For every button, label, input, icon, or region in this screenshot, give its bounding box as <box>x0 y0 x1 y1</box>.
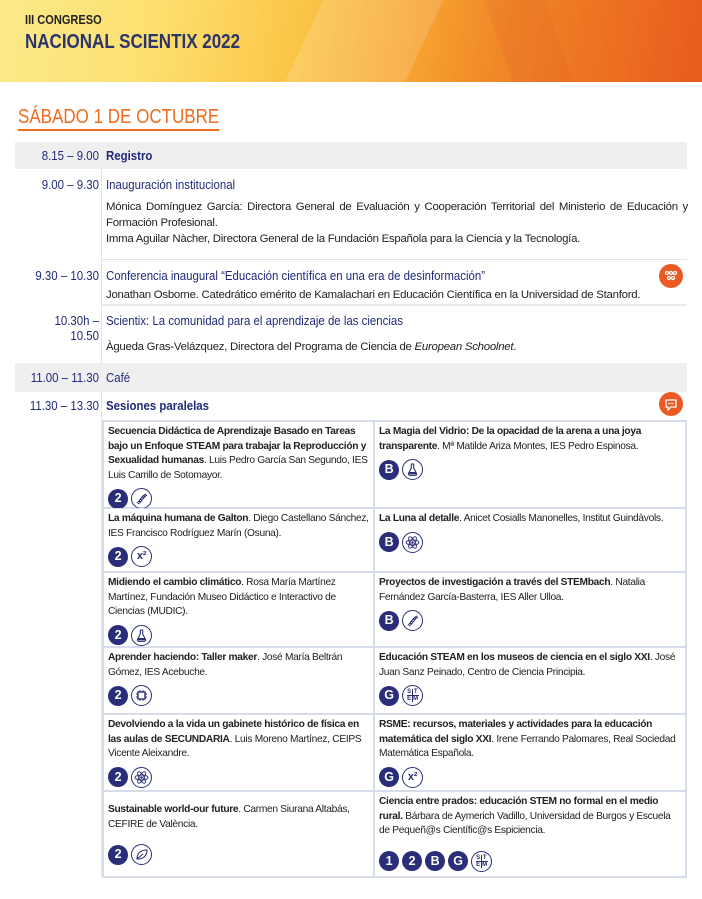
level-badge: G <box>379 767 399 787</box>
agenda-speaker <box>106 339 688 355</box>
session-text <box>108 803 369 832</box>
session-title: La máquina humana de Galton <box>108 513 249 524</box>
stem-letter: E <box>476 861 480 868</box>
level-badge: 1 <box>379 851 399 871</box>
session-cell <box>103 572 374 647</box>
stem-icon <box>471 851 492 872</box>
agenda-time: 11.30 – 13.30 <box>29 398 99 413</box>
math-icon <box>131 546 152 567</box>
session-speaker: . Mª Matilde Ariza Montes, IES Pedro Espinosa. <box>437 440 639 452</box>
dna-icon <box>131 488 152 509</box>
agenda-time: 10.30h – 10.50 <box>54 313 99 343</box>
stem-icon <box>402 685 423 706</box>
session-title: RSME: recursos, materiales y actividades para la educación matemática del siglo XXI <box>379 719 653 745</box>
speaker-org: European Schoolnet <box>414 341 514 353</box>
stem-letter: T <box>413 689 418 695</box>
level-badge: 2 <box>402 851 422 871</box>
session-title: La Luna al detalle <box>379 513 460 524</box>
agenda-row-conferencia <box>15 260 687 304</box>
level-badge: 2 <box>108 489 128 509</box>
session-text <box>108 576 369 620</box>
atom-icon <box>402 532 423 553</box>
audience-icon <box>659 264 683 288</box>
agenda-title: Conferencia inaugural “Educación científica en una era de desinformación” <box>106 268 486 283</box>
session-speaker: . Natalia Fernández García-Basterra, IES Aller Ulloa. <box>379 577 646 603</box>
session-speaker: . Luis Moreno Martínez, CEIPS Vicente Aleixandre. <box>108 733 362 759</box>
agenda-speaker: Imma Aguilar Nàcher, Directora General de la Fundación Española para la Ciencia y la Tecnología. <box>106 233 581 245</box>
session-badges <box>108 685 369 706</box>
header-banner <box>0 0 702 82</box>
speaker-end: . <box>513 341 517 353</box>
stem-letter: E <box>407 696 411 702</box>
session-cell <box>374 647 686 714</box>
session-cell <box>374 714 686 791</box>
parallel-sessions-grid <box>102 420 687 878</box>
speaker-text: Àgueda Gras-Velázquez, Directora del Programa de Ciencia de <box>106 341 415 353</box>
flask-icon <box>131 625 152 646</box>
session-speaker: . Luis Pedro García San Segundo, IES Luis Carrillo de Sotomayor. <box>108 455 368 481</box>
session-badges <box>108 844 369 865</box>
session-speaker: . Carmen Siurana Altabás, CEFIRE de València. <box>108 804 350 830</box>
session-badges <box>379 851 681 872</box>
agenda-title: Registro <box>106 148 153 163</box>
agenda-time: 9.30 – 10.30 <box>35 268 99 283</box>
session-text <box>379 576 681 605</box>
level-badge: B <box>379 532 399 552</box>
session-badges <box>379 532 681 553</box>
stem-letter: M <box>482 861 487 868</box>
session-cell <box>103 421 374 508</box>
session-speaker: . Rosa María Martínez Martínez, Fundación Museo Didáctico e Interactivo de Ciencias (MUDIC). <box>108 577 336 617</box>
level-badge: 2 <box>108 547 128 567</box>
level-badge: 2 <box>108 625 128 645</box>
agenda-row-cafe <box>15 363 687 392</box>
session-text <box>108 718 369 762</box>
session-speaker: . José Juan Sanz Peinado, Centro de Ciencia Principia. <box>379 652 676 678</box>
session-text <box>379 718 681 762</box>
session-badges <box>108 767 369 788</box>
session-badges <box>108 625 369 646</box>
stem-letter: T <box>482 854 487 861</box>
stem-letter: S <box>407 689 411 695</box>
agenda-row-inauguracion <box>15 169 687 259</box>
agenda-title: Inauguración institucional <box>106 177 236 192</box>
session-badges <box>379 767 681 788</box>
agenda-row-scientix <box>15 306 687 363</box>
session-title: Devolviendo a la vida un gabinete histórico de física en las aulas de SECUNDARIA <box>108 719 359 745</box>
congress-title: NACIONAL SCIENTIX 2022 <box>25 31 241 53</box>
session-badges <box>379 459 681 480</box>
level-badge: B <box>425 851 445 871</box>
level-badge: G <box>379 686 399 706</box>
agenda-speaker: Jonathan Osborne. Catedrático emérito de Kamalachari en Educación Científica en la Universidad de Stanford. <box>106 289 641 301</box>
session-speaker: Bárbara de Aymerich Vadillo, Universidad de Burgos y Escuela de Pequeñ@s Científic@s Espiciencia. <box>379 810 671 836</box>
session-title: Midiendo el cambio climático <box>108 577 242 588</box>
session-cell <box>103 508 374 572</box>
session-title: La Magia del Vidrio: De la opacidad de la arena a una joya transparente <box>379 426 642 452</box>
math-label: x² <box>136 550 147 563</box>
atom-icon <box>131 767 152 788</box>
agenda-time: 11.00 – 11.30 <box>30 370 100 385</box>
session-title: Secuencia Didáctica de Aprendizaje Basado en Tareas bajo un Enfoque STEAM para trabajar la Reproducción y Sexualidad humanas <box>108 426 367 466</box>
dna-icon <box>402 610 423 631</box>
congress-kicker: III CONGRESO <box>25 12 102 27</box>
level-badge: B <box>379 460 399 480</box>
day-heading: SÁBADO 1 DE OCTUBRE <box>18 106 219 131</box>
stem-letter: S <box>476 854 480 861</box>
session-text <box>379 795 681 839</box>
session-speaker: . Anicet Cosialls Manonelles, Institut Guindàvols. <box>459 513 664 524</box>
agenda-time: 9.00 – 9.30 <box>41 177 99 192</box>
session-text <box>108 512 369 541</box>
leaf-icon <box>131 844 152 865</box>
agenda-row-registro <box>15 142 687 169</box>
stem-letter: M <box>413 696 418 702</box>
chat-icon <box>659 392 683 416</box>
chip-icon <box>131 685 152 706</box>
session-text <box>379 651 681 680</box>
session-speaker: . Diego Castellano Sánchez, IES Francisco Rodríguez Marín (Osuna). <box>108 513 369 539</box>
agenda-title: Scientix: La comunidad para el aprendizaje de las ciencias <box>106 313 403 328</box>
agenda-speaker: Mónica Domínguez García: Directora General de Evaluación y Cooperación Territorial del Ministerio de Educación y Formación Profesional. <box>106 201 688 229</box>
agenda-time: 8.15 – 9.00 <box>41 148 99 163</box>
session-cell <box>374 508 686 572</box>
session-title: Educación STEAM en los museos de ciencia en el siglo XXI <box>379 652 650 663</box>
session-cell <box>103 714 374 791</box>
session-cell <box>374 421 686 508</box>
level-badge: B <box>379 611 399 631</box>
session-badges <box>108 488 369 509</box>
session-text <box>108 651 369 680</box>
agenda-title: Sesiones paralelas <box>106 398 210 413</box>
session-speaker: . Irene Ferrando Palomares, Real Sociedad Matemática Española. <box>379 733 676 759</box>
session-speaker: . José María Beltrán Gómez, IES Acebuche. <box>108 652 343 678</box>
agenda-title: Café <box>106 370 131 385</box>
session-title: Proyectos de investigación a través del STEMbach <box>379 577 611 588</box>
agenda-row-sesiones <box>15 392 687 420</box>
session-badges <box>379 685 681 706</box>
level-badge: 2 <box>108 686 128 706</box>
math-label: x² <box>407 770 418 783</box>
session-cell <box>374 572 686 647</box>
level-badge: 2 <box>108 767 128 787</box>
flask-icon <box>402 459 423 480</box>
session-text <box>379 425 681 454</box>
session-cell <box>103 791 374 877</box>
session-cell <box>374 791 686 877</box>
level-badge: G <box>448 851 468 871</box>
session-text <box>379 512 681 527</box>
session-cell <box>103 647 374 714</box>
level-badge: 2 <box>108 845 128 865</box>
session-title: Aprender haciendo: Taller maker <box>108 652 258 663</box>
math-icon <box>402 767 423 788</box>
session-title: Sustainable world-our future <box>108 804 239 815</box>
session-badges <box>379 610 681 631</box>
session-text <box>108 425 369 483</box>
session-badges <box>108 546 369 567</box>
session-title: Ciencia entre prados: educación STEM no formal en el medio rural. <box>379 796 659 822</box>
